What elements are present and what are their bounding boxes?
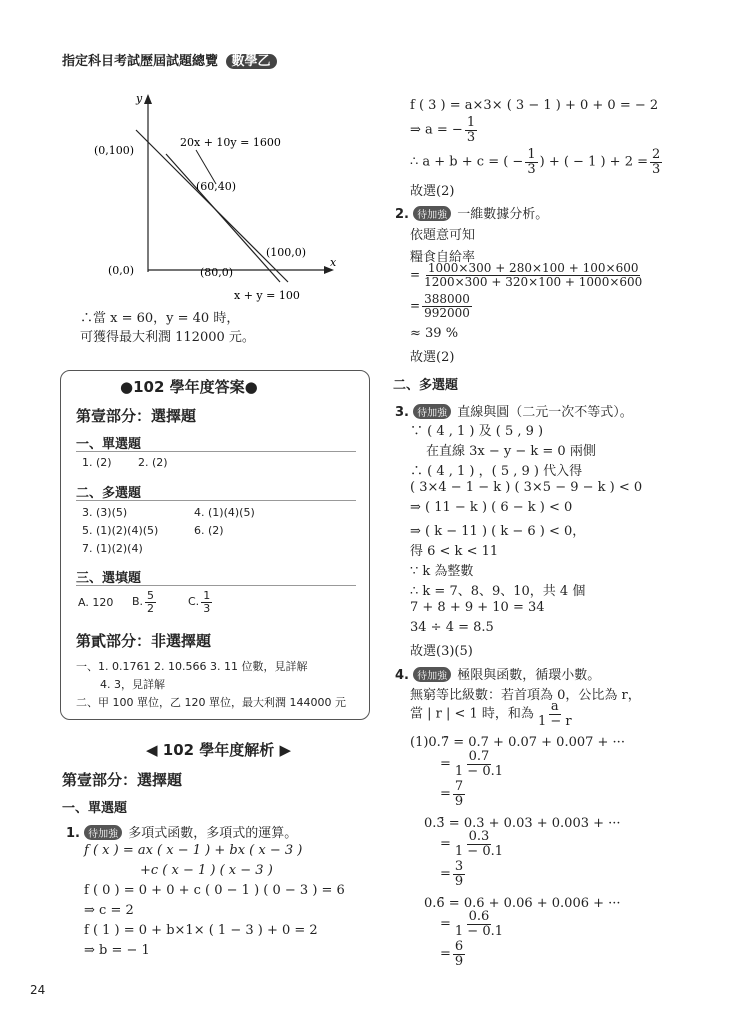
page-header [62, 50, 277, 69]
answers-single: 一、單選題 [76, 437, 142, 452]
linear-programming-graph [88, 92, 348, 302]
answers-title: ●102 學年度答案● [120, 378, 258, 396]
ans-n1: 一、1. 0.1761 2. 10.566 3. 11 位數，見詳解 [76, 660, 308, 673]
analysis-part1: 第壹部分：選擇題 [62, 771, 183, 789]
q4-line1: 無窮等比級數：若首項為 0，公比為 r， [410, 688, 641, 703]
q2-line2: 糧食自給率 [410, 250, 476, 265]
q4-line2: 當 | r | < 1 時，和為 $\frac{a}{1 - r}$ [410, 699, 572, 729]
q4-frac3: = $\frac{0.3}{1 - 0.1}$ [440, 829, 504, 859]
ans-m5: 5. (1)(2)(4)(5) [82, 524, 159, 537]
r-line1: f ( 3 ) = a×3× ( 3 − 1 ) + 0 + 0 = − 2 [410, 98, 659, 113]
q4-frac2: = $\frac{7}{9}$ [440, 779, 464, 809]
q4-tag: 待加強 [413, 667, 451, 682]
right-multi: 二、多選題 [393, 378, 459, 393]
point-80-0-label: (80,0) [200, 266, 234, 279]
q3-line4: ( 3×4 − 1 − k ) ( 3×5 − 9 − k ) < 0 [410, 480, 643, 495]
point-60-40-label: (60,40) [196, 180, 237, 193]
ans-m7: 7. (1)(2)(4) [82, 542, 143, 555]
q3-line11: 34 ÷ 4 = 8.5 [410, 620, 494, 635]
q1-line5: f ( 1 ) = 0 + b×1× ( 1 − 3 ) + 0 = 2 [84, 923, 318, 938]
q4-line3: (1)0.7̄ = 0.7 + 0.07 + 0.007 + ··· [410, 735, 625, 750]
answers-part2: 第貳部分：非選擇題 [76, 632, 212, 650]
line-x-y-100 [166, 154, 280, 282]
point-0-100-label: (0,100) [94, 144, 135, 157]
q2-line1: 依題意可知 [410, 228, 476, 243]
ans-m6: 6. (2) [194, 524, 224, 537]
analysis-title: ◀ 102 學年度解析 ▶ [146, 741, 292, 759]
q4-frac4: = $\frac{3}{9}$ [440, 859, 464, 889]
y-axis-label: y [136, 92, 143, 105]
q2-fraction2: = $\frac{388000}{992000}$ [410, 292, 470, 320]
q2-line3: ≈ 39 % [410, 326, 459, 341]
subject-badge: 數學乙 [226, 54, 277, 69]
q1-tag: 待加強 [84, 825, 122, 840]
q2-tag: 待加強 [413, 206, 451, 221]
q4-line5: 0.6̄ = 0.6 + 0.06 + 0.006 + ··· [424, 896, 621, 911]
q1-line4: ⇒ c = 2 [84, 903, 134, 918]
x-axis-label: x [330, 256, 337, 269]
q2-fraction1: = $\frac{1000\times 300 + 280\times 100 + 100\times 600}{1200\times 300 + 320\times 100 + 1000\times 600}$ [410, 261, 643, 289]
page-number: 24 [30, 983, 46, 997]
ans-fa: A. 120 [78, 596, 114, 609]
ans-fb: B. $\frac{5}{2}$ [132, 589, 155, 615]
q3-line8: ∵ k 為整數 [410, 564, 474, 579]
answers-part1: 第壹部分：選擇題 [76, 407, 197, 425]
answers-fill: 三、選填題 [76, 571, 142, 586]
graph-note-1: ∴當 x = 60，y = 40 時， [80, 311, 240, 326]
ans-fc: C. $\frac{1}{3}$ [188, 589, 211, 615]
line1-label: 20x + 10y = 1600 [180, 136, 281, 149]
ans-m3: 3. (3)(5) [82, 506, 128, 519]
ans-n3: 二、甲 100 單位，乙 120 單位，最大利潤 144000 元 [76, 696, 346, 709]
ans-n2: 4. 3，見詳解 [100, 678, 165, 691]
q3-line5: ⇒ ( 11 − k ) ( 6 − k ) < 0 [410, 500, 573, 515]
origin-label: (0,0) [108, 264, 135, 277]
graph-note-2: 可獲得最大利潤 112000 元。 [80, 330, 255, 345]
q1-line2: +c ( x − 1 ) ( x − 3 ) [140, 863, 273, 878]
q3-line2: 在直線 3x − y − k = 0 兩側 [426, 444, 596, 459]
r-line4: 故選(2) [410, 184, 455, 199]
q3-line6: ⇒ ( k − 11 ) ( k − 6 ) < 0， [410, 524, 586, 539]
q3-tag: 待加強 [413, 404, 451, 419]
ans-s1: 1. (2) [82, 456, 112, 469]
q1-header: 1. 待加強 多項式函數，多項式的運算。 [66, 826, 298, 841]
q3-line7: 得 6 < k < 11 [410, 544, 499, 559]
header-title: 指定科目考試歷屆試題總覽 [62, 54, 219, 69]
q4-frac1: = $\frac{0.7}{1 - 0.1}$ [440, 749, 504, 779]
r-line2: ⇒ a = − $\frac{1}{3}$ [410, 115, 476, 145]
q3-header: 3. 待加強 直線與圓（二元一次不等式）。 [395, 405, 633, 420]
q2-header: 2. 待加強 一維數據分析。 [395, 207, 549, 222]
q3-line9: ∴ k = 7、8、9、10，共 4 個 [410, 584, 586, 599]
ans-m4: 4. (1)(4)(5) [194, 506, 255, 519]
line2-label: x + y = 100 [234, 289, 300, 302]
q1-line6: ⇒ b = − 1 [84, 943, 150, 958]
q3-line12: 故選(3)(5) [410, 644, 473, 659]
answers-multi: 二、多選題 [76, 486, 142, 501]
q3-line10: 7 + 8 + 9 + 10 = 34 [410, 600, 545, 615]
point-100-0-label: (100,0) [266, 246, 307, 259]
q4-frac5: = $\frac{0.6}{1 - 0.1}$ [440, 909, 504, 939]
q4-header: 4. 待加強 極限與函數，循環小數。 [395, 668, 601, 683]
q2-line4: 故選(2) [410, 350, 455, 365]
q1-line3: f ( 0 ) = 0 + 0 + c ( 0 − 1 ) ( 0 − 3 ) = 6 [84, 883, 345, 898]
q4-frac6: = $\frac{6}{9}$ [440, 939, 464, 969]
q3-line3: ∴ ( 4 , 1 ) ，( 5 , 9 ) 代入得 [410, 464, 583, 479]
q3-line1: ∵ ( 4 , 1 ) 及 ( 5 , 9 ) [410, 424, 544, 439]
q1-line1: f ( x ) = ax ( x − 1 ) + bx ( x − 3 ) [84, 843, 303, 858]
q4-line4: 0.3̄ = 0.3 + 0.03 + 0.003 + ··· [424, 816, 621, 831]
analysis-single: 一、單選題 [62, 801, 128, 816]
ans-s2: 2. (2) [138, 456, 168, 469]
r-line3: ∴ a + b + c = ( − $\frac{1}{3}$ ) + ( − 1 ) + 2 = $\frac{2}{3}$ [410, 147, 661, 177]
